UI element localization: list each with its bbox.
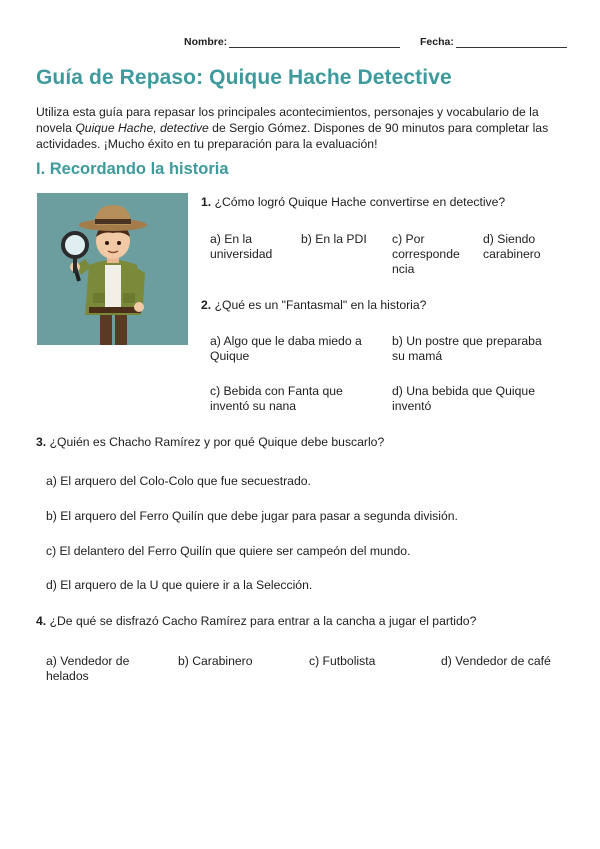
intro-paragraph <box>36 104 566 152</box>
date-field[interactable] <box>420 36 567 48</box>
q3-option-a[interactable]: a) El arquero del Colo-Colo que fue secuestrado. <box>46 474 311 488</box>
section-title: I. Recordando la historia <box>36 160 229 178</box>
q4-option-c[interactable]: c) Futbolista <box>309 654 376 668</box>
q1-option-c[interactable]: c) Por corresponde ncia <box>392 232 460 276</box>
question-2 <box>201 298 571 313</box>
name-field[interactable] <box>184 36 400 48</box>
question-text: ¿Qué es un "Fantasmal" en la historia? <box>214 298 427 312</box>
q2-option-c[interactable]: c) Bebida con Fanta que inventó su nana <box>210 384 343 413</box>
q4-option-a[interactable]: a) Vendedor de helados <box>46 654 130 683</box>
q3-option-c[interactable]: c) El delantero del Ferro Quilín que quiere ser campeón del mundo. <box>46 544 411 558</box>
question-number: 3. <box>36 435 47 449</box>
question-number: 4. <box>36 614 47 628</box>
name-line[interactable] <box>229 36 400 48</box>
q3-option-b[interactable]: b) El arquero del Ferro Quilín que debe jugar para pasar a segunda división. <box>46 509 458 523</box>
book-title: Quique Hache, detective <box>75 121 209 135</box>
q1-option-b[interactable]: b) En la PDI <box>301 232 367 246</box>
intro-text-1: Utiliza esta guía para repasar los principales acontecimientos, personajes y vocabulario de la novela <box>36 105 539 135</box>
question-text: ¿Cómo logró Quique Hache convertirse en detective? <box>214 195 506 209</box>
date-line[interactable] <box>456 36 567 48</box>
name-label: Nombre: <box>184 36 228 48</box>
question-number: 2. <box>201 298 212 312</box>
detective-illustration <box>37 193 188 345</box>
q2-option-d[interactable]: d) Una bebida que Quique inventó <box>392 384 535 413</box>
question-1 <box>201 195 571 210</box>
q4-option-d[interactable]: d) Vendedor de café <box>441 654 551 668</box>
page-title: Guía de Repaso: Quique Hache Detective <box>36 66 452 89</box>
q1-option-a[interactable]: a) En la universidad <box>210 232 273 261</box>
date-label: Fecha: <box>420 36 454 48</box>
q1-option-d[interactable]: d) Siendo carabinero <box>483 232 541 261</box>
intro-text-2: de Sergio Gómez. Dispones de 90 minutos para completar las actividades. ¡Mucho éxito en tu preparación para la evaluación! <box>36 121 549 151</box>
q3-option-d[interactable]: d) El arquero de la U que quiere ir a la Selección. <box>46 578 313 592</box>
q4-option-b[interactable]: b) Carabinero <box>178 654 253 668</box>
question-text: ¿Quién es Chacho Ramírez y por qué Quique debe buscarlo? <box>49 435 385 449</box>
question-3 <box>36 435 566 450</box>
question-number: 1. <box>201 195 212 209</box>
q2-option-a[interactable]: a) Algo que le daba miedo a Quique <box>210 334 362 363</box>
q2-option-b[interactable]: b) Un postre que preparaba su mamá <box>392 334 542 363</box>
question-4 <box>36 614 566 629</box>
question-text: ¿De qué se disfrazó Cacho Ramírez para entrar a la cancha a jugar el partido? <box>49 614 477 628</box>
